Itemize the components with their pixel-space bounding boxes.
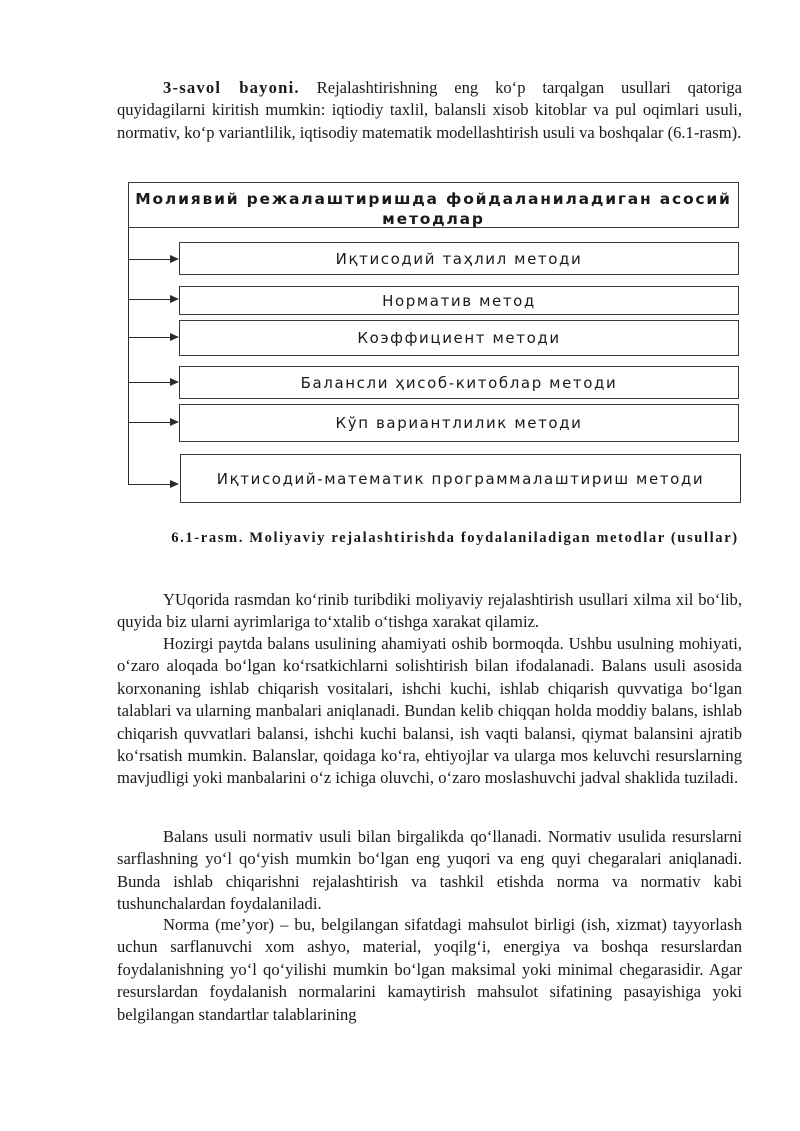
connector-line-2 — [128, 299, 170, 300]
method-box-2 — [179, 286, 739, 315]
connector-line-4 — [128, 382, 170, 383]
arrow-icon — [170, 418, 179, 426]
method-box-5 — [179, 404, 739, 442]
method-label: Иқтисодий-математик программалаштириш методи — [216, 469, 705, 488]
method-box-4 — [179, 366, 739, 399]
connector-line-6 — [128, 484, 170, 485]
diagram-header-text: Молиявий режалаштиришда фойдаланиладиган асосий методлар — [135, 190, 732, 228]
method-box-3 — [179, 320, 739, 356]
diagram-header-box — [128, 182, 739, 228]
figure-caption: 6.1-rasm. Moliyaviy rejalashtirishda foydalaniladigan metodlar (usullar) — [171, 530, 739, 546]
arrow-icon — [170, 295, 179, 303]
paragraph-4: Norma (me’yor) – bu, belgilangan sifatdagi mahsulot birligi (ish, xizmat) tayyorlash uchun sarflanuvchi xom ashyo, material, yoqilgʻi, energiya va boshqa resurslardan foydalanishning yoʻl qoʻyilishi mumkin boʻlgan maksimal yoki minimal chegarasidir. Agar resurslardan foydalanish normalarini kamaytirish mahsulot sifatining pasayishiga yoki belgilangan standartlar talablarining — [117, 915, 742, 1024]
method-box-1 — [179, 242, 739, 275]
method-label: Норматив метод — [382, 291, 536, 310]
connector-line-5 — [128, 422, 170, 423]
intro-paragraph — [117, 77, 742, 144]
method-label: Иқтисодий таҳлил методи — [335, 249, 583, 268]
arrow-icon — [170, 480, 179, 488]
connector-line-1 — [128, 259, 170, 260]
paragraph-1: YUqorida rasmdan koʻrinib turibdiki moliyaviy rejalashtirish usullari xilma xil boʻlib, quyida biz ularni ayrimlariga toʻxtalib oʻtishga xarakat qilamiz. — [117, 590, 742, 632]
paragraph-2: Hozirgi paytda balans usulining ahamiyati oshib bormoqda. Ushbu usulning mohiyati, oʻzaro aloqada boʻlgan koʻrsatkichlarni solishtirish bilan ifodalanadi. Balans usuli asosida korxonaning ishlab chiqarish vositalari, ishchi kuchi, ishlab chiqarish quvvatiga boʻlgan talablari va ularning manbalari aniqlanadi. Bundan kelib chiqqan holda moddiy balans, ishlab chiqarish quvvatlari balansi, ishchi kuchi balansi, ish vaqti balansi, qiymat balansini ajratib koʻrsatish mumkin. Balanslar, qoidaga koʻra, ehtiyojlar va ularga mos keluvchi resurslarning mavjudligi yoki manbalarini oʻz ichiga oluvchi, oʻzaro moslashuvchi jadval shaklida tuziladi. — [117, 634, 742, 788]
intro-text: Rejalashtirishning eng koʻp tarqalgan usullari qatoriga quyidagilarni kiritish mumkin: iqtiodiy taxlil, balansli xisob kitoblar va pul oqimlari usuli, normativ, koʻp variantlilik, iqtisodiy matematik modellashtirish usuli va boshqalar (6.1-rasm). — [117, 78, 742, 142]
connector-line-3 — [128, 337, 170, 338]
connector-vertical-line — [128, 228, 129, 484]
paragraph-3: Balans usuli normativ usuli bilan birgalikda qoʻllanadi. Normativ usulida resurslarni sarflashning yoʻl qoʻyish mumkin boʻlgan eng yuqori va eng quyi chegaralari aniqlanadi. Bunda ishlab chiqarishni rejalashtirish va tashkil etishda norma va normativ kabi tushunchalardan foydalaniladi. — [117, 827, 742, 914]
method-label: Балансли ҳисоб-китоблар методи — [300, 373, 618, 392]
arrow-icon — [170, 378, 179, 386]
method-box-6 — [180, 454, 741, 503]
method-label: Кўп вариантлилик методи — [335, 414, 583, 432]
arrow-icon — [170, 333, 179, 341]
question-heading: 3-savol bayoni. — [163, 78, 300, 97]
arrow-icon — [170, 255, 179, 263]
method-label: Коэффициент методи — [357, 329, 561, 347]
